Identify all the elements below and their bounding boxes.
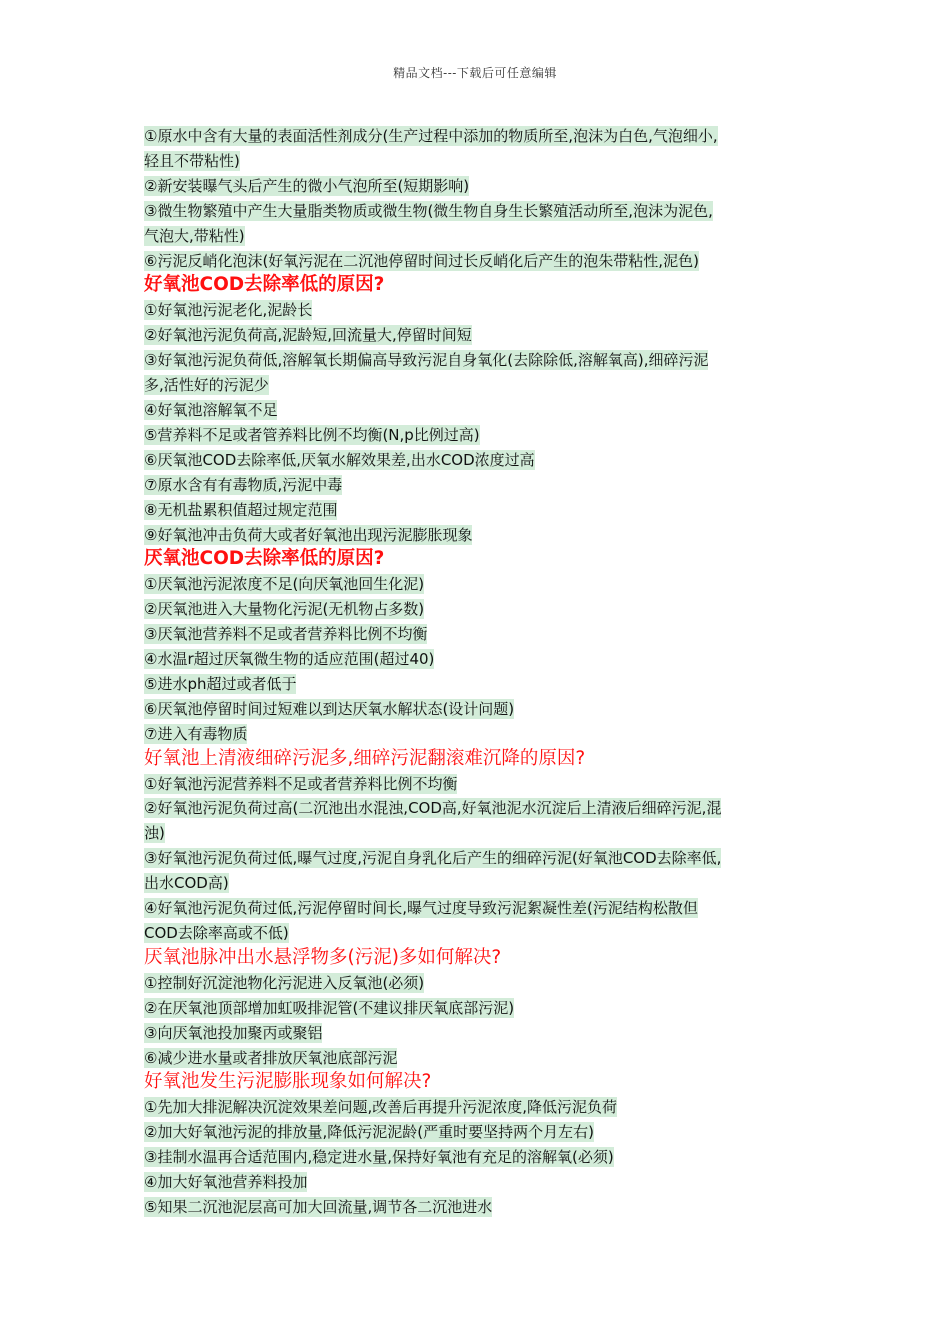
list-item: ②新安装曝气头后产生的微小气泡所至(短期影响): [144, 176, 470, 195]
list-item: 浊): [144, 824, 165, 843]
list-item: ④好氧池污泥负荷过低,污泥停留时间长,曝气过度导致污泥絮凝性差(污泥结构松散但: [144, 899, 698, 918]
list-item: ①原水中含有大量的表面活性剂成分(生产过程中添加的物质所至,泡沫为白色,气泡细小,: [144, 127, 718, 145]
list-item: 出水COD高): [144, 874, 229, 893]
list-item: ⑥减少进水量或者排放厌氧池底部污泥: [144, 1048, 398, 1067]
list-item: ②厌氧池进入大量物化污泥(无机物占多数): [144, 600, 425, 619]
list-item: ⑦进入有毒物质: [144, 724, 248, 743]
list-item: ⑥污泥反峭化泡沫(好氧污泥在二沉池停留时间过长反峭化后产生的泡朱带粘性,泥色): [144, 251, 699, 270]
list-item: ①好氧池污泥老化,泥龄长: [144, 301, 313, 320]
section-heading: 好氧池COD去除率低的原因?: [144, 274, 385, 296]
section-anaerobic-cod: [144, 547, 812, 746]
section-foam-causes: [144, 124, 812, 273]
list-item: ⑥厌氧池COD去除率低,厌氧水解效果差,出水COD浓度过高: [144, 450, 535, 469]
list-item: ③好氧池污泥负荷低,溶解氧长期偏高导致污泥自身氧化(去除除低,溶解氧高),细碎污泥: [144, 351, 709, 370]
list-item: ①先加大排泥解决沉淀效果差问题,改善后再提升污泥浓度,降低污泥负荷: [144, 1098, 617, 1117]
list-item: ①控制好沉淀池物化污泥进入反氧池(必须): [144, 973, 425, 992]
list-item: ⑥厌氧池停留时间过短难以到达厌氧水解状态(设计问题): [144, 699, 515, 718]
list-item: ⑤知果二沉池泥层高可加大回流量,调节各二沉池进水: [144, 1197, 493, 1216]
list-item: ②在厌氧池顶部增加虹吸排泥管(不建议排厌氧底部污泥): [144, 998, 515, 1017]
list-item: ④好氧池溶解氧不足: [144, 400, 278, 419]
section-fine-sludge: [144, 747, 812, 946]
list-item: ①好氧池污泥营养料不足或者营养料比例不均衡: [144, 774, 458, 793]
section-sludge-bulking: [144, 1070, 812, 1219]
section-heading: 好氧池上清液细碎污泥多,细碎污泥翻滚难沉降的原因?: [144, 747, 586, 769]
list-item: ③好氧池污泥负荷过低,曝气过度,污泥自身乳化后产生的细碎污泥(好氧池COD去除率低,: [144, 849, 722, 868]
section-anaerobic-pulse: [144, 946, 812, 1071]
list-item: ②好氧池污泥负荷过高(二沉池出水混浊,COD高,好氧池泥水沉淀后上清液后细碎污泥,混: [144, 799, 722, 818]
list-item: 轻且不带粘性): [144, 151, 240, 170]
section-aerobic-cod: [144, 273, 812, 547]
list-item: ②加大好氧池污泥的排放量,降低污泥泥龄(严重时要坚持两个月左右): [144, 1123, 594, 1142]
list-item: ③向厌氧池投加聚丙或聚铝: [144, 1023, 323, 1042]
list-item: ⑦原水含有有毒物质,污泥中毒: [144, 475, 343, 494]
list-item: ④加大好氧池营养料投加: [144, 1173, 308, 1192]
list-item: ④水温r超过厌氧微生物的适应范围(超过40): [144, 650, 435, 669]
list-item: ⑧无机盐累积值超过规定范围: [144, 500, 338, 519]
section-heading: 厌氧池COD去除率低的原因?: [144, 548, 385, 570]
list-item: ②好氧池污泥负荷高,泥龄短,回流量大,停留时间短: [144, 326, 472, 345]
list-item: COD去除率高或不低): [144, 924, 289, 942]
page-header: 精品文档---下载后可任意编辑: [393, 66, 557, 80]
list-item: ⑤营养料不足或者管养料比例不均衡(N,p比例过高): [144, 425, 480, 444]
list-item: ③微生物繁殖中产生大量脂类物质或微生物(微生物自身生长繁殖活动所至,泡沫为泥色,: [144, 201, 713, 220]
list-item: ⑨好氧池冲击负荷大或者好氧池出现污泥膨胀现象: [144, 525, 473, 544]
list-item: 多,活性好的污泥少: [144, 376, 269, 395]
document-body: [144, 124, 812, 1220]
list-item: ①厌氧池污泥浓度不足(向厌氧池回生化泥): [144, 575, 425, 594]
list-item: ③挂制水温再合适范围内,稳定进水量,保持好氧池有充足的溶解氧(必须): [144, 1148, 614, 1167]
list-item: ⑤进水ph超过或者低于: [144, 674, 297, 693]
list-item: ③厌氧池营养料不足或者营养料比例不均衡: [144, 625, 428, 644]
section-heading: 厌氧池脉冲出水悬浮物多(污泥)多如何解决?: [144, 946, 502, 968]
list-item: 气泡大,带粘性): [144, 226, 245, 245]
section-heading: 好氧池发生污泥膨胀现象如何解决?: [144, 1071, 432, 1093]
